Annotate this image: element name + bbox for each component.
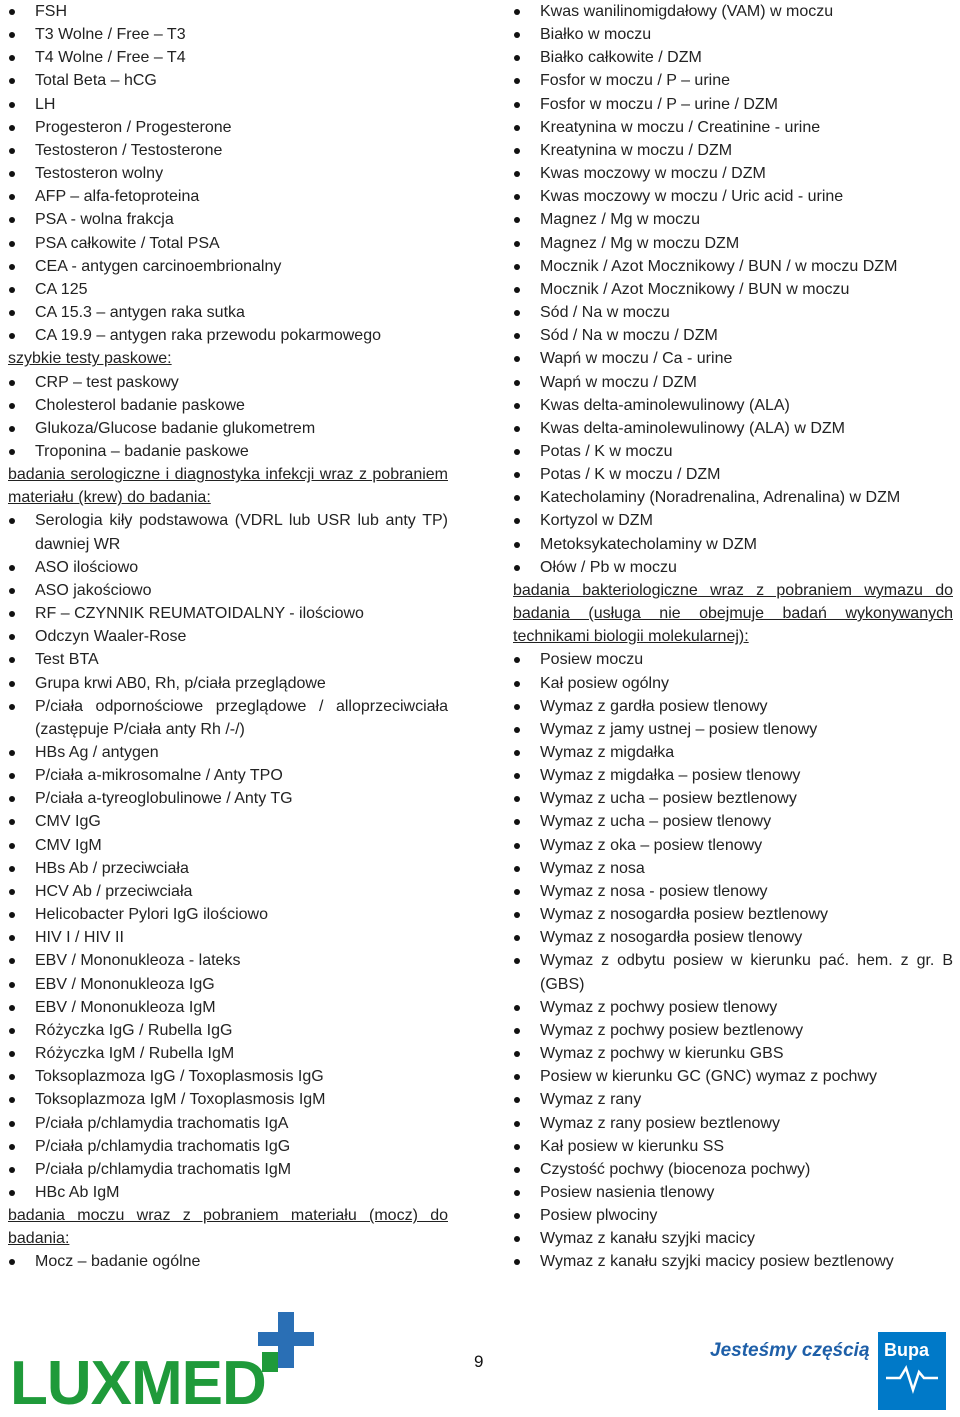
list-item: Progesteron / Progesterone (8, 116, 448, 139)
list-item: Total Beta – hCG (8, 69, 448, 92)
list-item: PSA - wolna frakcja (8, 208, 448, 231)
list-item: Posiew plwociny (513, 1204, 953, 1227)
list-item: Kwas moczowy w moczu / Uric acid - urine (513, 185, 953, 208)
bupa-tagline: Jesteśmy częścią (710, 1340, 870, 1361)
list-item: ASO jakościowo (8, 579, 448, 602)
list-item: Katecholaminy (Noradrenalina, Adrenalina) w DZM (513, 486, 953, 509)
list-item: HBc Ab IgM (8, 1181, 448, 1204)
list-item: Kwas delta-aminolewulinowy (ALA) (513, 394, 953, 417)
list-item: Wymaz z rany posiew beztlenowy (513, 1112, 953, 1135)
list-item: Magnez / Mg w moczu DZM (513, 232, 953, 255)
list-item: Posiew nasienia tlenowy (513, 1181, 953, 1204)
list-item: Kortyzol w DZM (513, 509, 953, 532)
list-item: Wymaz z nosogardła posiew tlenowy (513, 926, 953, 949)
list-item: CEA - antygen carcinoembrionalny (8, 255, 448, 278)
list-item: Kreatynina w moczu / DZM (513, 139, 953, 162)
list-item: CRP – test paskowy (8, 371, 448, 394)
right-column (513, 0, 953, 1274)
list-item: Odczyn Waaler-Rose (8, 625, 448, 648)
list-item: Glukoza/Glucose badanie glukometrem (8, 417, 448, 440)
list-item: Wymaz z nosa (513, 857, 953, 880)
list-item: Wymaz z gardła posiew tlenowy (513, 695, 953, 718)
list-item: Wymaz z rany (513, 1088, 953, 1111)
list-item: Testosteron / Testosterone (8, 139, 448, 162)
list-item: CA 19.9 – antygen raka przewodu pokarmowego (8, 324, 448, 347)
left-column (8, 0, 448, 1274)
list-item: Wymaz z jamy ustnej – posiew tlenowy (513, 718, 953, 741)
test-list (513, 648, 953, 1273)
list-item: Wymaz z pochwy posiew beztlenowy (513, 1019, 953, 1042)
list-item: EBV / Mononukleoza IgM (8, 996, 448, 1019)
bupa-logo-text: Bupa (884, 1340, 929, 1360)
list-item: Ołów / Pb w moczu (513, 556, 953, 579)
list-item: Posiew w kierunku GC (GNC) wymaz z pochwy (513, 1065, 953, 1088)
list-item: CMV IgM (8, 834, 448, 857)
list-item: HIV I / HIV II (8, 926, 448, 949)
list-item: Wapń w moczu / DZM (513, 371, 953, 394)
page-number: 9 (474, 1352, 484, 1371)
luxmed-logo (10, 1312, 330, 1417)
list-item: CMV IgG (8, 810, 448, 833)
test-list (8, 1250, 448, 1273)
list-item: CA 15.3 – antygen raka sutka (8, 301, 448, 324)
test-list (513, 0, 953, 579)
list-item: T3 Wolne / Free – T3 (8, 23, 448, 46)
list-item: Różyczka IgG / Rubella IgG (8, 1019, 448, 1042)
list-item: Wymaz z pochwy posiew tlenowy (513, 996, 953, 1019)
list-item: Czystość pochwy (biocenoza pochwy) (513, 1158, 953, 1181)
list-item: Mocznik / Azot Mocznikowy / BUN w moczu (513, 278, 953, 301)
section-heading: szybkie testy paskowe: (8, 350, 172, 368)
list-item: Wymaz z kanału szyjki macicy posiew beztlenowy (513, 1250, 953, 1273)
list-item: Potas / K w moczu / DZM (513, 463, 953, 486)
list-item: P/ciała odpornościowe przeglądowe / alloprzeciwciała (zastępuje P/ciała anty Rh /-/) (8, 695, 448, 741)
list-item: Kwas moczowy w moczu / DZM (513, 162, 953, 185)
list-item: T4 Wolne / Free – T4 (8, 46, 448, 69)
list-item: HBs Ab / przeciwciała (8, 857, 448, 880)
list-item: Cholesterol badanie paskowe (8, 394, 448, 417)
list-item: ASO ilościowo (8, 556, 448, 579)
list-item: AFP – alfa-fetoproteina (8, 185, 448, 208)
list-item: Wymaz z pochwy w kierunku GBS (513, 1042, 953, 1065)
list-item: CA 125 (8, 278, 448, 301)
list-item: Troponina – badanie paskowe (8, 440, 448, 463)
list-item: EBV / Mononukleoza IgG (8, 973, 448, 996)
list-item: Potas / K w moczu (513, 440, 953, 463)
list-item: P/ciała p/chlamydia trachomatis IgM (8, 1158, 448, 1181)
list-item: EBV / Mononukleoza - lateks (8, 949, 448, 972)
list-item: Sód / Na w moczu / DZM (513, 324, 953, 347)
list-item: P/ciała p/chlamydia trachomatis IgG (8, 1135, 448, 1158)
list-item: Magnez / Mg w moczu (513, 208, 953, 231)
list-item: PSA całkowite / Total PSA (8, 232, 448, 255)
list-item: Wymaz z nosogardła posiew beztlenowy (513, 903, 953, 926)
list-item: Testosteron wolny (8, 162, 448, 185)
list-item: Wymaz z ucha – posiew beztlenowy (513, 787, 953, 810)
list-item: Wymaz z migdałka – posiew tlenowy (513, 764, 953, 787)
list-item: Mocz – badanie ogólne (8, 1250, 448, 1273)
test-list (8, 371, 448, 464)
list-item: Kreatynina w moczu / Creatinine - urine (513, 116, 953, 139)
section-heading: badania bakteriologiczne wraz z pobraniem wymazu do badania (usługa nie obejmuje badań wykonywanych technikami biologii molekularnej): (513, 581, 953, 646)
list-item: Wymaz z kanału szyjki macicy (513, 1227, 953, 1250)
list-item: Kał posiew w kierunku SS (513, 1135, 953, 1158)
list-item: LH (8, 93, 448, 116)
list-item: Fosfor w moczu / P – urine (513, 69, 953, 92)
list-item: Mocznik / Azot Mocznikowy / BUN / w moczu DZM (513, 255, 953, 278)
list-item: Wymaz z odbytu posiew w kierunku pać. hem. z gr. B (GBS) (513, 949, 953, 995)
list-item: Grupa krwi AB0, Rh, p/ciała przeglądowe (8, 672, 448, 695)
section-heading: badania moczu wraz z pobraniem materiału (mocz) do badania: (8, 1207, 448, 1248)
list-item: Białko w moczu (513, 23, 953, 46)
list-item: Toksoplazmoza IgM / Toxoplasmosis IgM (8, 1088, 448, 1111)
test-list (8, 0, 448, 347)
list-item: HBs Ag / antygen (8, 741, 448, 764)
list-item: Sód / Na w moczu (513, 301, 953, 324)
list-item: Wymaz z ucha – posiew tlenowy (513, 810, 953, 833)
list-item: Kwas delta-aminolewulinowy (ALA) w DZM (513, 417, 953, 440)
list-item: Kwas wanilinomigdałowy (VAM) w moczu (513, 0, 953, 23)
list-item: Fosfor w moczu / P – urine / DZM (513, 93, 953, 116)
list-item: Wymaz z oka – posiew tlenowy (513, 834, 953, 857)
list-item: Posiew moczu (513, 648, 953, 671)
list-item: Serologia kiły podstawowa (VDRL lub USR lub anty TP) dawniej WR (8, 509, 448, 555)
list-item: P/ciała p/chlamydia trachomatis IgA (8, 1112, 448, 1135)
list-item: HCV Ab / przeciwciała (8, 880, 448, 903)
list-item: Wymaz z migdałka (513, 741, 953, 764)
list-item: P/ciała a-mikrosomalne / Anty TPO (8, 764, 448, 787)
list-item: Kał posiew ogólny (513, 672, 953, 695)
list-item: P/ciała a-tyreoglobulinowe / Anty TG (8, 787, 448, 810)
test-list (8, 509, 448, 1204)
list-item: Test BTA (8, 648, 448, 671)
list-item: Metoksykatecholaminy w DZM (513, 533, 953, 556)
bupa-logo (710, 1332, 950, 1415)
list-item: Różyczka IgM / Rubella IgM (8, 1042, 448, 1065)
list-item: Wymaz z nosa - posiew tlenowy (513, 880, 953, 903)
list-item: Wapń w moczu / Ca - urine (513, 347, 953, 370)
list-item: RF – CZYNNIK REUMATOIDALNY - ilościowo (8, 602, 448, 625)
list-item: Toksoplazmoza IgG / Toxoplasmosis IgG (8, 1065, 448, 1088)
section-heading: badania serologiczne i diagnostyka infekcji wraz z pobraniem materiału (krew) do badania: (8, 466, 448, 507)
list-item: Helicobacter Pylori IgG ilościowo (8, 903, 448, 926)
luxmed-logo-text: LUXMED (10, 1349, 266, 1412)
list-item: FSH (8, 0, 448, 23)
list-item: Białko całkowite / DZM (513, 46, 953, 69)
